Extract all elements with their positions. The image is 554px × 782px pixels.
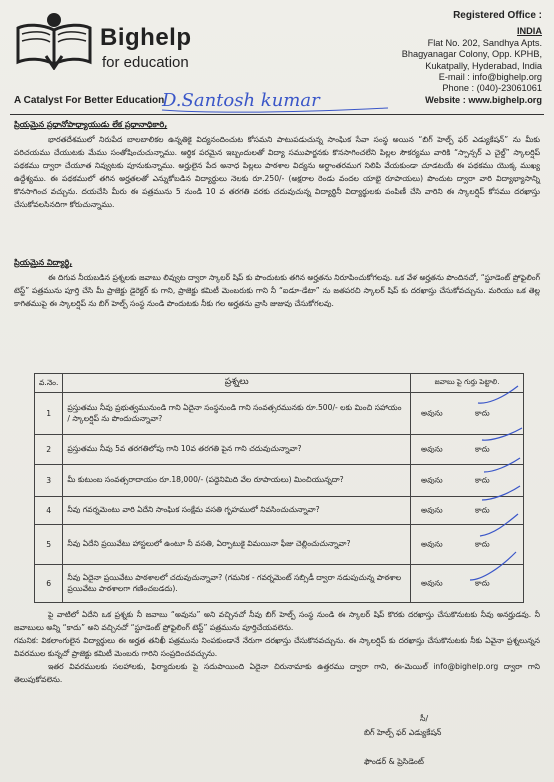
student-paragraph: ఈ దిగువ నీయబడిన ప్రశ్నలకు జవాబు లివ్వుట ద్వారా స్కాలర్ షిప్ కు పొందుటకు తగిన అర్హతను నిరూపించుకోగలవు. ఒక వేళ అర్హతను పొందినచో, “స్టూడెంట్ ప్రోఫైలింగ్ టెస్ట్” పత్రమును పూర్తి చేసి మీ ప్రాజెక్టు డైరెక్టర్ కు గాని, ప్రాజెక్టు కమిటీ మెంబరుకు గాని నీ “ఐడూ-డేటా” ను జతపరచి స్కాలర్ షిప్ కు దరఖాస్తు చేసుకోవచ్చును. మరియు ఒక తెల్ల కాగితముపై ఈ స్కాలర్షిప్ ను బిగ్ హెల్ప్ సంస్థ నుండి పొందుటకు నీకు గల అర్హతను వ్రాసి జుజువు చేసుకోగలవు.: [14, 273, 540, 308]
answer-yes[interactable]: అవును: [421, 578, 443, 587]
greeting-student: ప్రియమైన విద్యార్థి,: [14, 258, 73, 267]
answer-yes[interactable]: అవును: [421, 539, 443, 548]
table-row: [35, 465, 524, 497]
office-address-line: Kukatpally, Hyderabad, India: [425, 60, 542, 71]
row-number: 5: [35, 525, 63, 565]
instruction-note: గమనిక: వికలాంగులైన విద్యార్థులు ఈ అర్హత తనిఖీ పత్రమును నింపకుండానే నేరుగా దరఖాస్తు చేసుకొనవచ్చును. ఈ స్కాలర్షిప్ కు దరఖాస్తు చేసుకొనుటకు నీకు ఏవైనా ప్రశ్నలున్నన వివరముల కున్నచో ప్రాజెక్టు కమిటీ మెంబరు గారిని సంప్రదించవచ్చును.: [14, 636, 540, 658]
row-number: 4: [35, 497, 63, 525]
table-row: [35, 565, 524, 603]
row-number: 3: [35, 465, 63, 497]
answer-cell: [411, 435, 524, 465]
answer-cell: [411, 497, 524, 525]
greeting-headmaster: ప్రియమైన ప్రధానోపాధ్యాయుడు లేక ప్రధానాధికారి,: [14, 120, 168, 129]
answer-no[interactable]: కాదు: [475, 475, 490, 484]
answer-cell: [411, 525, 524, 565]
tagline: A Catalyst For Better Education: [14, 95, 165, 106]
header-serial: వ.నెం.: [35, 374, 63, 393]
row-question: నీవు ఏదేని ప్రయివేటు హాస్టలులో ఉంటూ నీ వసతి, ఏర్పాటుకై విమయినా ఫీజు చెల్లించుచున్నావా?: [63, 525, 411, 565]
answer-no[interactable]: కాదు: [475, 408, 490, 417]
eligibility-table: [34, 373, 524, 603]
row-question: ప్రస్తుతము నీవు 5వ తరగతిలోపు గాని 10వ తరగతి పైన గాని చదువుచున్నావా?: [63, 435, 411, 465]
answer-yes[interactable]: అవును: [421, 475, 443, 484]
intro-paragraph: భారతదేశములో నిరుపేద బాలబాలికల ఉన్నతికై విద్యనందించుట కోసమని పాటుపడుచున్న సాంఘిక సేవా సంస్థ అయిన “బిగ్ హెల్ప్ ఫర్ ఎడ్యుకేషన్” ను మీకు పరిచయము చేయుటకు మేము సంతోషించుచున్నాము. ఆర్థిక పరమైన ఇబ్బందులతో విద్యా సముపార్జనకు కొనసాగించలేని పిల్లల సౌకర్యము వారికి “స్పాన్సర్ ఎ చైల్డ్” స్కాలర్షిప్ పథకము ద్వారా చేయూత నివ్వుటకు పూనుకున్నాము. అర్హులైన పేద అనాధ పిల్లలు పాఠశాల విద్యను అర్థాంతరముగ నిలిపి వేయకుండా చూడటయే ఈ పథకము యొక్క ముఖ్య ఉద్దేశ్యము. ఈ పథకములో తగిన అర్హతలతో ఎన్నుకోబడిన విద్యార్థులు నెలకు రూ.250/- (అక్షరాల రెండు వందల యాభై రూపాయలు) పొందుట ద్వారా వారి విద్యాభ్యాసాన్ని కొనసాగించ వచ్చును. దయచేసి మీరు ఈ పత్రమును 5 నుండి 10 వ తరగతి వరకు చదువుచున్న విద్యార్థినీ విద్యార్థులకు పంపిణీ చేసి వారిని ఈ స్కాలర్షిప్ కోసము దరఖాస్తు చేసుకోవలసినదిగా కోరుచున్నాము.: [14, 135, 540, 209]
handwritten-name: [158, 84, 408, 116]
office-title: Registered Office :: [453, 10, 542, 21]
signature-org: బిగ్ హెల్ప్ ఫర్ ఎడ్యుకేషన్: [364, 728, 442, 737]
answer-yes[interactable]: అవును: [421, 505, 443, 514]
office-email: E-mail : info@bighelp.org: [438, 72, 542, 83]
row-question: ప్రస్తుతము నీవు ప్రభుత్వమునుండి గాని ఏదైనా సంస్థనుండి గాని సంవత్సరమునకు రూ.500/- లకు మించి సహాయం / స్కాలర్షిప్ ను పొందుచున్నావా?: [63, 393, 411, 435]
answer-cell: [411, 565, 524, 603]
office-phone: Phone : (040)-23061061: [442, 83, 542, 94]
answer-no[interactable]: కాదు: [475, 578, 490, 587]
row-number: 2: [35, 435, 63, 465]
row-number: 1: [35, 393, 63, 435]
row-question: మీ కుటుంబ సంవత్సరాదాయం రూ.18,000/- (పద్దెనిమిది వేల రూపాయలు) మించియున్నదా?: [63, 465, 411, 497]
row-question: నీవు గవర్నమెంటు వారి ఏదేని సాంఘిక సంక్షేమ వసతి గృహములో నివసించుచున్నావా?: [63, 497, 411, 525]
signature-mark: సీ/: [420, 714, 429, 723]
answer-yes[interactable]: అవును: [421, 444, 443, 453]
answer-no[interactable]: కాదు: [475, 539, 490, 548]
brand-subtitle: for education: [102, 54, 189, 71]
brand-name: Bighelp: [100, 24, 192, 51]
answer-yes[interactable]: అవును: [421, 408, 443, 417]
answer-no[interactable]: కాదు: [475, 505, 490, 514]
row-number: 6: [35, 565, 63, 603]
answer-cell: [411, 393, 524, 435]
header-answer: జవాబు పై గుర్తు పెట్టాలి.: [411, 374, 524, 393]
header-questions: ప్రశ్నలు: [63, 374, 411, 393]
header-divider: [10, 114, 544, 115]
instruction-eligibility: పై వాటిలో ఏదేని ఒక ప్రశ్నకు నీ జవాబు “అవును” అని వచ్చినచో నీవు బిగ్ హెల్ప్ సంస్థ నుండి ఈ స్కాలర్ షిప్ కొరకు దరఖాస్తు చేసుకొనుటకు నీవు అనర్హుడవు. నీ జవాబులు అన్ని “కాదు” అని వచ్చినచో “స్టూడెంట్ ప్రోఫైలింగ్ టెస్ట్” పత్రమును పూర్తిచేయవలెను.: [14, 610, 540, 632]
table-row: [35, 525, 524, 565]
handwritten-name-text: D.Santosh kumar: [162, 90, 320, 111]
answer-cell: [411, 465, 524, 497]
office-website: Website : www.bighelp.org: [425, 94, 542, 105]
table-row: [35, 435, 524, 465]
letter-intro: [14, 118, 540, 211]
row-question: నీవు ఏదైనా ప్రయివేటు పాఠశాలలో చదువుచున్నావా? (గమనిక - గవర్నమెంట్ సబ్సిడీ ద్వారా నడుపుచున్న పాఠశాల ప్రయివేటు పాఠశాలగా గణించబడదు).: [63, 565, 411, 603]
instructions: [14, 608, 540, 686]
table-row: [35, 393, 524, 435]
office-address-line: Flat No. 202, Sandhya Apts.: [427, 37, 542, 48]
logo: [14, 8, 234, 88]
office-address-line: Bhagyanagar Colony, Opp. KPHB,: [401, 49, 542, 60]
signature-title: ఫౌండర్ & ప్రెసిడెంట్: [364, 757, 424, 766]
table-header-row: [35, 374, 524, 393]
office-country: INDIA: [516, 26, 542, 37]
instruction-contact: ఇతర వివరములకు సలహాలకు, ఫిర్యాదులకు పై సదుపాయింది ఏదైనా చిరునామాకు ఉత్తరము ద్వారా గాని, ఈ-మెయిల్ info@bighelp.org ద్వారా గాని తెలుపుకోవలెను.: [14, 662, 540, 684]
book-logo-icon: [14, 10, 94, 70]
letter-student: [14, 256, 540, 310]
table-row: [35, 497, 524, 525]
answer-no[interactable]: కాదు: [475, 444, 490, 453]
